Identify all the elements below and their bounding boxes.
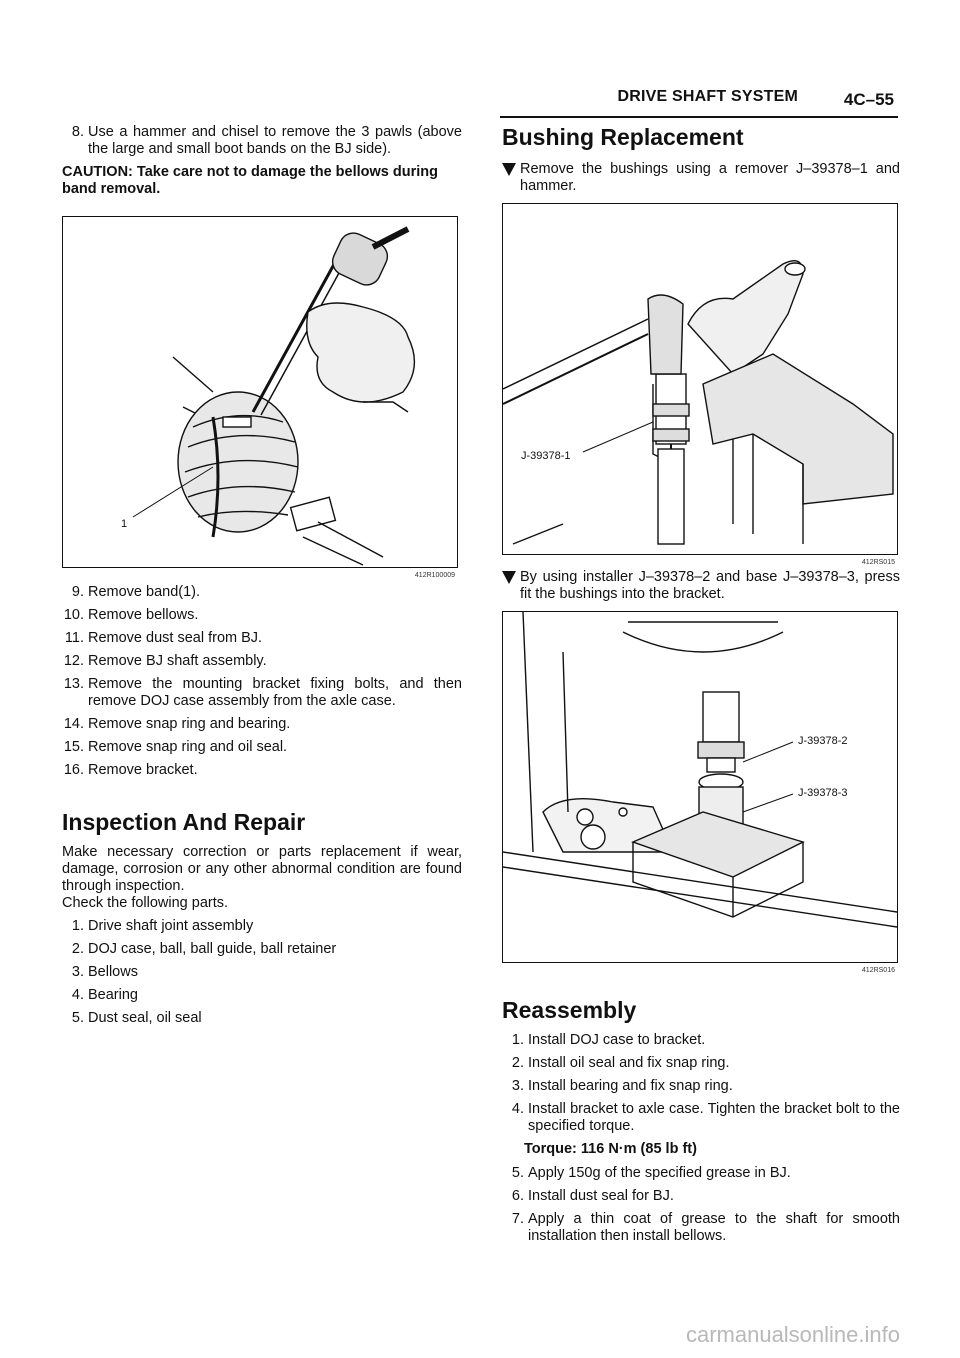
step-14: 14. Remove snap ring and bearing. (63, 716, 291, 732)
step-13: 13. Remove the mounting bracket fixing bolts, and then remove DOJ case assembly from the axle case. (63, 676, 462, 709)
reassembly-steps (502, 1032, 900, 1245)
page-header (500, 88, 898, 118)
page-number: 4C–55 (843, 90, 894, 109)
figure-code: 412RS015 (861, 559, 895, 566)
reassembly-heading: Reassembly (502, 997, 637, 1023)
bushing-install-illustration (503, 612, 897, 962)
triangle-bullet-icon (502, 571, 516, 584)
bushing-removal-illustration (503, 204, 897, 554)
reassembly-step-3: 3. Install bearing and fix snap ring. (511, 1078, 733, 1094)
torque-spec: Torque: 116 N·m (85 lb ft) (524, 1141, 697, 1157)
bushing-remove-instruction: Remove the bushings using a remover J–39378–1 and hammer. (502, 161, 900, 195)
caution-note: CAUTION: Take care not to damage the bellows during band removal. (62, 164, 438, 197)
inspection-check-intro: Check the following parts. (62, 895, 229, 911)
list-item: 2. DOJ case, ball, ball guide, ball retainer (71, 941, 337, 957)
figure-code: 412R100009 (414, 572, 455, 579)
inspection-paragraph: Make necessary correction or parts replacement if wear, damage, corrosion or any other abnormal condition are found through inspection. (62, 844, 462, 894)
figure-band-removal (62, 216, 458, 579)
step-11: 11. Remove dust seal from BJ. (64, 630, 263, 646)
list-item: 3. Bellows (71, 964, 138, 980)
reassembly-step-7: 7. Apply a thin coat of grease to the shaft for smooth installation then install bellows. (511, 1211, 900, 1244)
step-8: 8. Use a hammer and chisel to remove the 3 pawls (above the large and small boot bands on the BJ side). (71, 124, 462, 157)
tool-label-remover: J-39378-1 (521, 450, 571, 462)
triangle-bullet-icon (502, 163, 516, 176)
callout-1: 1 (121, 518, 128, 530)
step-16: 16. Remove bracket. (63, 762, 198, 778)
step-10: 10. Remove bellows. (63, 607, 199, 623)
figure-code: 412RS016 (861, 967, 895, 974)
reassembly-step-5: 5. Apply 150g of the specified grease in BJ. (511, 1165, 791, 1181)
band-removal-illustration (63, 217, 457, 567)
step-15: 15. Remove snap ring and oil seal. (63, 739, 288, 755)
section-title: DRIVE SHAFT SYSTEM (617, 88, 798, 105)
inspection-heading: Inspection And Repair (62, 809, 306, 835)
reassembly-step-4: 4. Install bracket to axle case. Tighten the bracket bolt to the specified torque. (511, 1101, 900, 1134)
tool-label-base: J-39378-3 (798, 787, 848, 799)
reassembly-step-2: 2. Install oil seal and fix snap ring. (511, 1055, 730, 1071)
reassembly-step-1: 1. Install DOJ case to bracket. (511, 1032, 706, 1048)
inspection-parts-list (62, 918, 462, 1027)
list-item: 4. Bearing (71, 987, 138, 1003)
step-9: 9. Remove band(1). (71, 584, 201, 600)
bushing-install-instruction: By using installer J–39378–2 and base J–39378–3, press fit the bushings into the bracket. (502, 569, 900, 603)
figure-bushing-install (502, 611, 898, 974)
watermark: carmanualsonline.info (685, 1322, 900, 1347)
right-column (502, 124, 900, 1251)
step-12: 12. Remove BJ shaft assembly. (63, 653, 267, 669)
removal-steps (62, 584, 462, 779)
tool-label-installer: J-39378-2 (798, 735, 848, 747)
reassembly-step-6: 6. Install dust seal for BJ. (511, 1188, 674, 1204)
left-column (62, 124, 462, 1033)
bushing-heading: Bushing Replacement (502, 124, 744, 150)
figure-bushing-removal (502, 203, 898, 566)
list-item: 5. Dust seal, oil seal (71, 1010, 202, 1026)
list-item: 1. Drive shaft joint assembly (71, 918, 254, 934)
